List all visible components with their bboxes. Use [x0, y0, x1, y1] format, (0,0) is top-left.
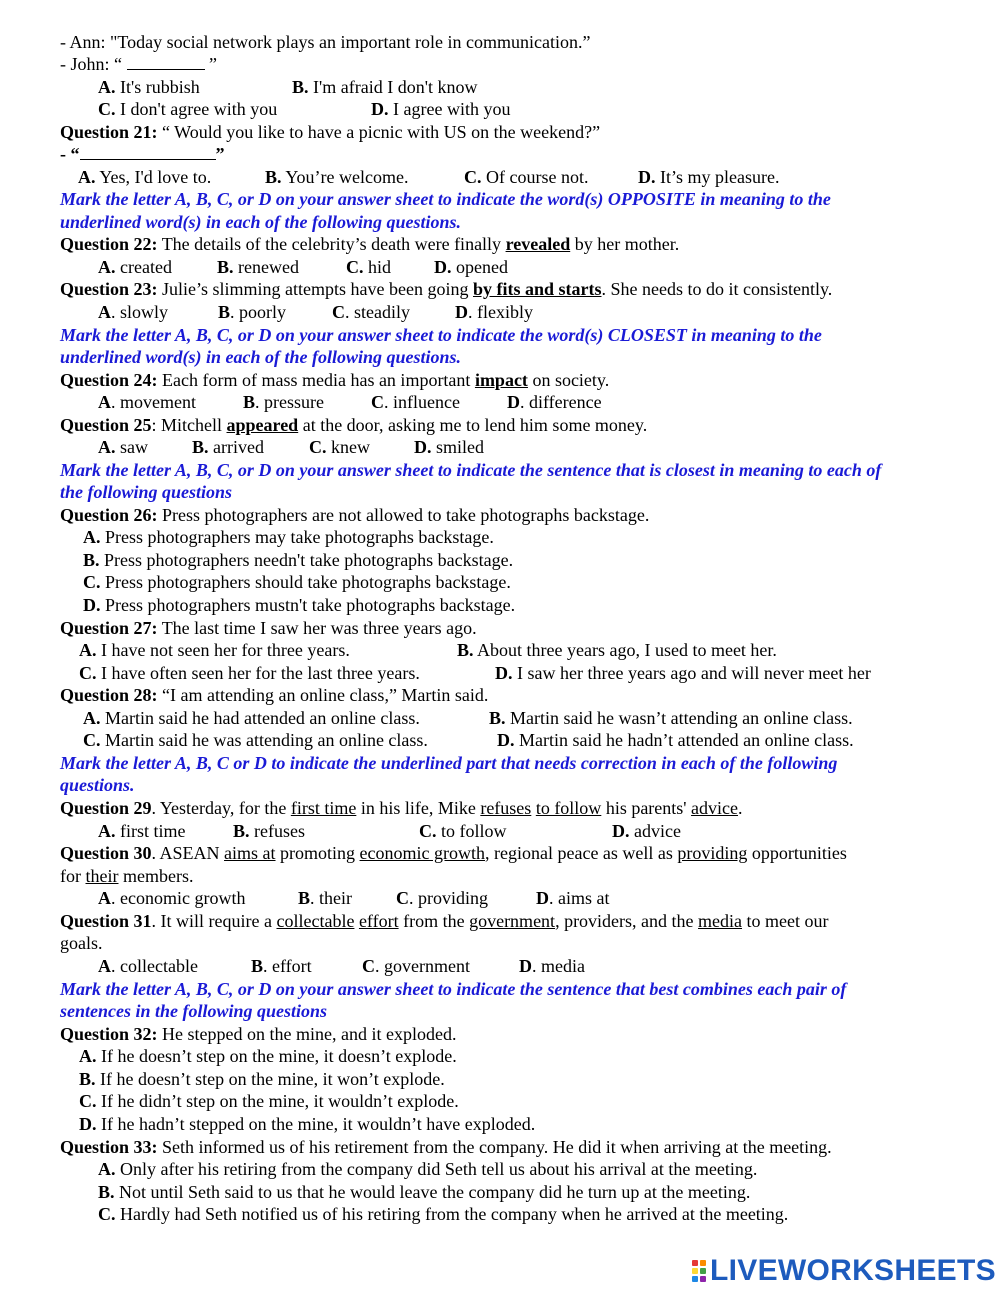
- liveworksheets-logo[interactable]: [692, 1256, 996, 1286]
- instruction-closest-cont: underlined word(s) in each of the following questions.: [60, 347, 462, 367]
- q29-option-b[interactable]: B. refuses: [233, 821, 305, 841]
- q30-option-b[interactable]: B. their: [298, 888, 353, 908]
- instruction-sentence-cont: the following questions: [60, 482, 233, 502]
- q21-reply: - “ ”: [60, 144, 225, 164]
- logo-square: [700, 1260, 706, 1266]
- q26-option-b[interactable]: B. Press photographers needn't take photographs backstage.: [83, 550, 514, 570]
- question-22: Question 22: The details of the celebrity’s death were finally revealed by her mother.: [60, 234, 680, 254]
- logo-square: [692, 1276, 698, 1282]
- q29-option-c[interactable]: C. to follow: [419, 821, 507, 841]
- question-24: Question 24: Each form of mass media has an important impact on society.: [60, 370, 610, 390]
- instruction-correction: Mark the letter A, B, C or D to indicate the underlined part that needs correction in each of the following: [60, 753, 838, 773]
- intro-option-d[interactable]: D. I agree with you: [371, 99, 511, 119]
- question-33: Question 33: Seth informed us of his retirement from the company. He did it when arriving at the meeting.: [60, 1137, 832, 1157]
- q21-option-a[interactable]: A. Yes, I'd love to.: [78, 167, 212, 187]
- q29-option-d[interactable]: D. advice: [612, 821, 681, 841]
- instruction-opposite-cont: underlined word(s) in each of the following questions.: [60, 212, 462, 232]
- q23-option-c[interactable]: C. steadily: [332, 302, 410, 322]
- logo-mark-icon: [692, 1260, 706, 1282]
- answer-blank[interactable]: [80, 145, 216, 160]
- q24-option-a[interactable]: A. movement: [98, 392, 196, 412]
- q22-option-c[interactable]: C. hid: [346, 257, 392, 277]
- q32-option-c[interactable]: C. If he didn’t step on the mine, it wouldn’t explode.: [79, 1091, 459, 1111]
- q27-option-c[interactable]: C. I have often seen her for the last three years.: [79, 663, 420, 683]
- q32-option-a[interactable]: A. If he doesn’t step on the mine, it doesn’t explode.: [79, 1046, 457, 1066]
- q26-option-d[interactable]: D. Press photographers mustn't take photographs backstage.: [83, 595, 516, 615]
- instruction-closest: Mark the letter A, B, C, or D on your answer sheet to indicate the word(s) CLOSEST in meaning to the: [60, 325, 822, 345]
- q28-option-b[interactable]: B. Martin said he wasn’t attending an online class.: [489, 708, 853, 728]
- intro-option-a[interactable]: A. It's rubbish: [98, 77, 200, 97]
- q30-option-a[interactable]: A. economic growth: [98, 888, 246, 908]
- answer-blank[interactable]: [127, 55, 205, 70]
- q33-option-c[interactable]: C. Hardly had Seth notified us of his retiring from the company when he arrived at the meeting.: [98, 1204, 789, 1224]
- q24-option-b[interactable]: B. pressure: [243, 392, 324, 412]
- q28-option-d[interactable]: D. Martin said he hadn’t attended an online class.: [497, 730, 854, 750]
- question-32: Question 32: He stepped on the mine, and it exploded.: [60, 1024, 457, 1044]
- q23-option-a[interactable]: A. slowly: [98, 302, 169, 322]
- logo-text: LIVEWORKSHEETS: [710, 1254, 996, 1287]
- q31-option-a[interactable]: A. collectable: [98, 956, 198, 976]
- instruction-sentence: Mark the letter A, B, C, or D on your answer sheet to indicate the sentence that is closest in meaning to each of: [60, 460, 882, 480]
- q25-option-d[interactable]: D. smiled: [414, 437, 484, 457]
- instruction-combine: Mark the letter A, B, C, or D on your answer sheet to indicate the sentence that best combines each pair of: [60, 979, 847, 999]
- q30-option-d[interactable]: D. aims at: [536, 888, 610, 908]
- dialogue-ann: - Ann: "Today social network plays an important role in communication.”: [60, 32, 591, 52]
- q22-option-a[interactable]: A. created: [98, 257, 172, 277]
- q21-option-b[interactable]: B. You’re welcome.: [265, 167, 409, 187]
- q31-option-c[interactable]: C. government: [362, 956, 470, 976]
- q26-option-c[interactable]: C. Press photographers should take photographs backstage.: [83, 572, 511, 592]
- q21-option-c[interactable]: C. Of course not.: [464, 167, 589, 187]
- instruction-opposite: Mark the letter A, B, C, or D on your answer sheet to indicate the word(s) OPPOSITE in meaning to the: [60, 189, 831, 209]
- question-31-cont: goals.: [60, 933, 103, 953]
- q22-option-b[interactable]: B. renewed: [217, 257, 299, 277]
- q31-option-b[interactable]: B. effort: [251, 956, 312, 976]
- q33-option-a[interactable]: A. Only after his retiring from the company did Seth tell us about his arrival at the meeting.: [98, 1159, 758, 1179]
- question-29: Question 29. Yesterday, for the first time in his life, Mike refuses to follow his parents' advice.: [60, 798, 743, 818]
- q23-option-b[interactable]: B. poorly: [218, 302, 287, 322]
- question-28: Question 28: “I am attending an online class,” Martin said.: [60, 685, 489, 705]
- q28-option-a[interactable]: A. Martin said he had attended an online class.: [83, 708, 420, 728]
- q30-option-c[interactable]: C. providing: [396, 888, 488, 908]
- logo-square: [692, 1268, 698, 1274]
- q29-option-a[interactable]: A. first time: [98, 821, 186, 841]
- question-25: Question 25: Mitchell appeared at the door, asking me to lend him some money.: [60, 415, 648, 435]
- logo-square: [700, 1268, 706, 1274]
- question-27: Question 27: The last time I saw her was three years ago.: [60, 618, 477, 638]
- q24-option-d[interactable]: D. difference: [507, 392, 602, 412]
- question-23: Question 23: Julie’s slimming attempts have been going by fits and starts. She needs to do it consistently.: [60, 279, 833, 299]
- q26-option-a[interactable]: A. Press photographers may take photographs backstage.: [83, 527, 494, 547]
- q22-option-d[interactable]: D. opened: [434, 257, 508, 277]
- q23-option-d[interactable]: D. flexibly: [455, 302, 533, 322]
- q28-option-c[interactable]: C. Martin said he was attending an online class.: [83, 730, 428, 750]
- q31-option-d[interactable]: D. media: [519, 956, 585, 976]
- question-26: Question 26: Press photographers are not allowed to take photographs backstage.: [60, 505, 650, 525]
- q27-option-a[interactable]: A. I have not seen her for three years.: [79, 640, 350, 660]
- dialogue-john: - John: “ ”: [60, 54, 217, 74]
- q24-option-c[interactable]: C. influence: [371, 392, 460, 412]
- instruction-combine-cont: sentences in the following questions: [60, 1001, 328, 1021]
- question-31: Question 31. It will require a collectable effort from the government, providers, and the media to meet our: [60, 911, 829, 931]
- q21-option-d[interactable]: D. It’s my pleasure.: [638, 167, 780, 187]
- question-21: Question 21: “ Would you like to have a picnic with US on the weekend?”: [60, 122, 601, 142]
- q32-option-d[interactable]: D. If he hadn’t stepped on the mine, it wouldn’t have exploded.: [79, 1114, 536, 1134]
- q33-option-b[interactable]: B. Not until Seth said to us that he would leave the company did he turn up at the meeting.: [98, 1182, 751, 1202]
- intro-option-b[interactable]: B. I'm afraid I don't know: [292, 77, 478, 97]
- q32-option-b[interactable]: B. If he doesn’t step on the mine, it won’t explode.: [79, 1069, 445, 1089]
- q25-option-c[interactable]: C. knew: [309, 437, 370, 457]
- logo-square: [692, 1260, 698, 1266]
- instruction-correction-cont: questions.: [60, 775, 135, 795]
- q25-option-a[interactable]: A. saw: [98, 437, 148, 457]
- q25-option-b[interactable]: B. arrived: [192, 437, 264, 457]
- intro-option-c[interactable]: C. I don't agree with you: [98, 99, 278, 119]
- logo-square: [700, 1276, 706, 1282]
- question-30-cont: for their members.: [60, 866, 194, 886]
- q27-option-d[interactable]: D. I saw her three years ago and will never meet her: [495, 663, 871, 683]
- question-30: Question 30. ASEAN aims at promoting economic growth, regional peace as well as providing opportunities: [60, 843, 847, 863]
- q27-option-b[interactable]: B. About three years ago, I used to meet her.: [457, 640, 777, 660]
